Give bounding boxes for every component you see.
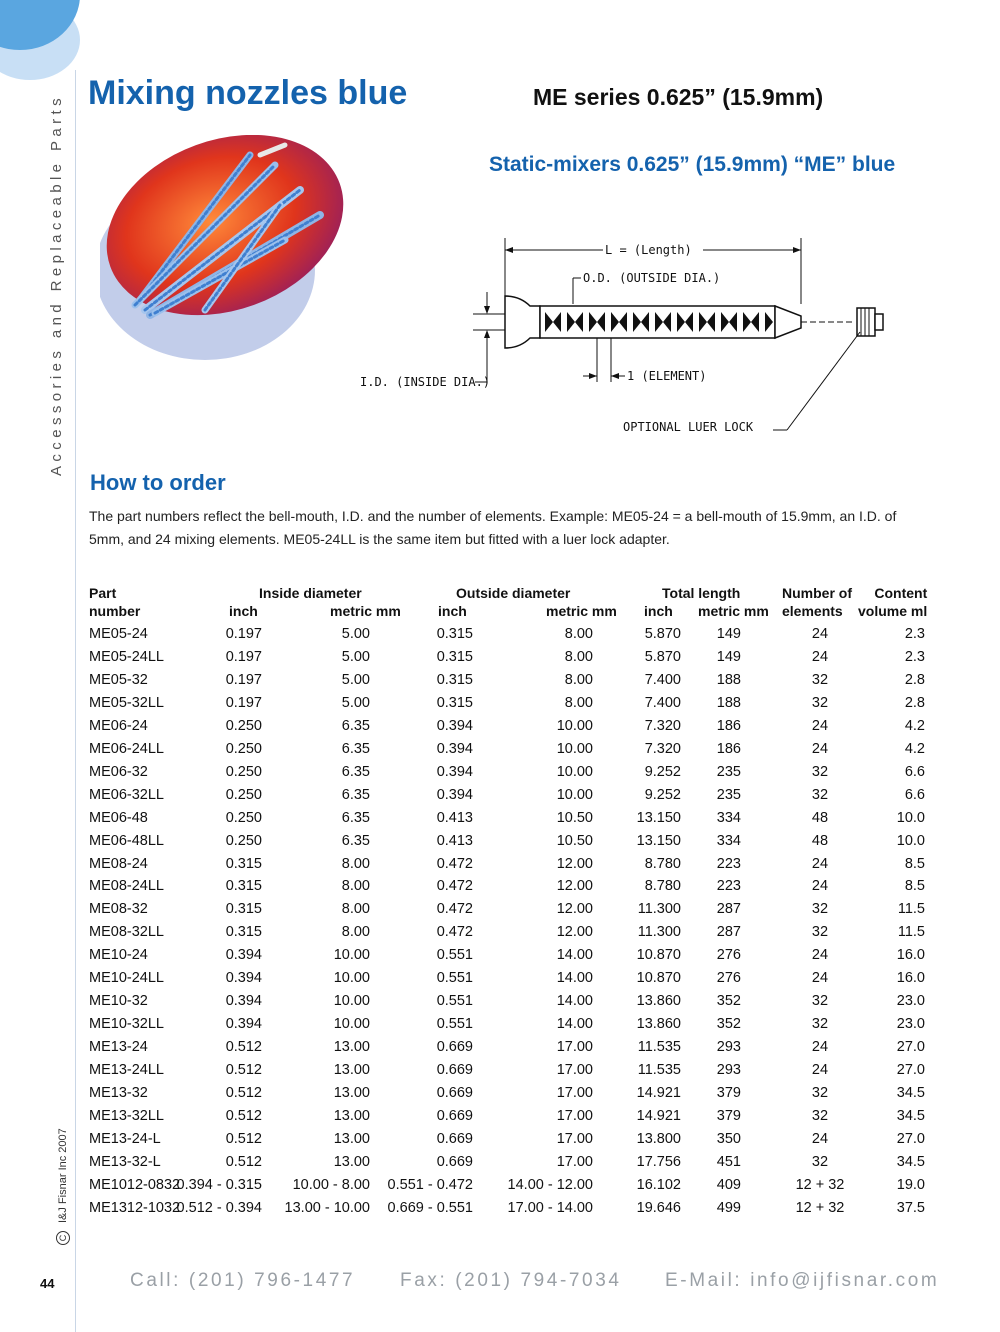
cell-elements: 32: [811, 901, 829, 918]
cell-length-mm: 188: [716, 694, 741, 711]
cell-id-mm: 13.00: [333, 1153, 370, 1170]
page-number: 44: [40, 1276, 55, 1291]
cell-volume: 8.5: [904, 878, 925, 895]
cell-elements: 32: [811, 1085, 829, 1101]
cell-id-mm: 13.00: [333, 1039, 370, 1056]
cell-id-mm: 5.00: [341, 626, 370, 642]
cell-id-inch: 0.250: [225, 763, 262, 780]
cell-elements: 48: [811, 809, 829, 826]
cell-length-mm: 149: [716, 648, 741, 665]
cell-od-mm: 14.00 - 12.00: [507, 1176, 593, 1193]
cell-volume: 8.5: [904, 855, 925, 872]
cell-part-number: ME13-24: [89, 1039, 148, 1056]
header-id-mm: metric mm: [330, 603, 401, 619]
cell-part-number: ME10-32: [89, 993, 148, 1010]
cell-id-mm: 8.00: [341, 878, 370, 895]
cell-od-inch: 0.551: [436, 1016, 473, 1033]
cell-id-mm: 13.00: [333, 1107, 370, 1124]
cell-id-inch: 0.394: [225, 970, 262, 987]
cell-id-inch: 0.250: [225, 740, 262, 757]
cell-volume: 37.5: [896, 1199, 925, 1216]
cell-od-mm: 14.00: [556, 1016, 593, 1033]
cell-length-inch: 7.400: [644, 671, 681, 688]
cell-length-mm: 188: [716, 671, 741, 688]
copyright-text: I&J Fisnar Inc 2007: [57, 1128, 69, 1223]
cell-od-mm: 17.00: [556, 1062, 593, 1079]
header-od-mm: metric mm: [546, 603, 617, 619]
cell-od-inch: 0.315: [436, 694, 473, 711]
product-subtitle: Static-mixers 0.625” (15.9mm) “ME” blue: [489, 153, 896, 176]
cell-id-mm: 5.00: [341, 648, 370, 665]
cell-part-number: ME13-32-L: [89, 1153, 161, 1170]
cell-id-inch: 0.512: [225, 1039, 262, 1056]
cell-length-mm: 276: [716, 970, 741, 987]
header-od-inch: inch: [438, 603, 467, 619]
cell-od-mm: 8.00: [564, 626, 593, 642]
cell-od-mm: 10.00: [556, 740, 593, 757]
cell-length-inch: 11.300: [637, 901, 681, 918]
cell-length-inch: 8.780: [644, 855, 681, 872]
cell-length-inch: 5.870: [644, 648, 681, 665]
cell-length-inch: 7.400: [644, 694, 681, 711]
cell-od-inch: 0.551 - 0.472: [387, 1176, 473, 1193]
header-tl-mm: metric mm: [698, 603, 769, 619]
cell-elements: 24: [811, 855, 829, 872]
cell-od-inch: 0.669: [436, 1130, 473, 1147]
cell-length-mm: 379: [716, 1107, 741, 1124]
header-total-length: Total length: [662, 585, 741, 601]
cell-part-number: ME13-24-L: [89, 1130, 161, 1147]
cell-od-inch: 0.315: [436, 671, 473, 688]
cell-length-mm: 186: [716, 717, 741, 734]
cell-od-mm: 12.00: [556, 878, 593, 895]
cell-id-inch: 0.512: [225, 1062, 262, 1079]
header-outside-diameter: Outside diameter: [456, 585, 571, 601]
cell-elements: 32: [811, 993, 829, 1010]
cell-od-inch: 0.669: [436, 1153, 473, 1170]
cell-elements: 12 + 32: [795, 1199, 845, 1216]
cell-volume: 2.8: [904, 671, 925, 688]
cell-volume: 4.2: [904, 717, 925, 734]
footer-email: E-Mail: info@ijfisnar.com: [665, 1270, 940, 1291]
cell-volume: 2.8: [904, 694, 925, 711]
cell-part-number: ME13-24LL: [89, 1062, 164, 1079]
header-part: Part number: [89, 585, 141, 619]
cell-volume: 4.2: [904, 740, 925, 757]
cell-volume: 6.6: [904, 763, 925, 780]
header-volume: Content volume ml: [858, 585, 928, 619]
cell-volume: 27.0: [896, 1039, 925, 1056]
luer-lock-label: OPTIONAL LUER LOCK: [623, 420, 754, 434]
cell-id-mm: 5.00: [341, 694, 370, 711]
cell-id-mm: 10.00: [333, 1016, 370, 1033]
cell-volume: 34.5: [896, 1085, 925, 1101]
cell-part-number: ME1312-1032: [89, 1199, 181, 1216]
cell-length-mm: 186: [716, 740, 741, 757]
cell-od-inch: 0.669: [436, 1039, 473, 1056]
cell-length-inch: 9.252: [644, 786, 681, 803]
cell-volume: 27.0: [896, 1062, 925, 1079]
cell-length-inch: 14.921: [636, 1107, 681, 1124]
cell-length-mm: 223: [716, 878, 741, 895]
cell-id-inch: 0.512 - 0.394: [176, 1199, 262, 1216]
cell-od-inch: 0.472: [436, 855, 473, 872]
cell-od-inch: 0.315: [436, 626, 473, 642]
cell-od-inch: 0.551: [436, 993, 473, 1010]
cell-id-mm: 10.00: [333, 993, 370, 1010]
cell-id-inch: 0.197: [225, 694, 262, 711]
cell-length-inch: 16.102: [636, 1176, 681, 1193]
cell-id-inch: 0.197: [225, 626, 262, 642]
cell-volume: 23.0: [896, 993, 925, 1010]
cell-elements: 24: [811, 970, 829, 987]
side-label: Accessories and Replaceable Parts: [48, 94, 65, 476]
cell-od-inch: 0.413: [436, 832, 473, 849]
cell-length-mm: 352: [716, 993, 741, 1010]
product-photo: [100, 135, 350, 365]
cell-od-mm: 14.00: [556, 970, 593, 987]
cell-part-number: ME06-24: [89, 717, 148, 734]
cell-length-inch: 11.535: [637, 1039, 681, 1056]
cell-length-inch: 7.320: [644, 740, 681, 757]
cell-length-inch: 13.800: [636, 1130, 681, 1147]
cell-elements: 32: [811, 924, 829, 941]
cell-length-mm: 276: [716, 947, 741, 964]
cell-id-mm: 13.00 - 10.00: [284, 1199, 370, 1216]
cell-length-inch: 13.860: [636, 1016, 681, 1033]
cell-id-mm: 5.00: [341, 671, 370, 688]
cell-id-inch: 0.512: [225, 1085, 262, 1101]
header-tl-inch: inch: [644, 603, 673, 619]
cell-part-number: ME13-32: [89, 1085, 148, 1101]
cell-length-inch: 7.320: [644, 717, 681, 734]
cell-part-number: ME06-32: [89, 763, 148, 780]
cell-id-inch: 0.250: [225, 832, 262, 849]
cell-length-mm: 409: [716, 1176, 741, 1193]
cell-id-inch: 0.394: [225, 947, 262, 964]
cell-id-mm: 6.35: [341, 809, 370, 826]
cell-od-inch: 0.551: [436, 947, 473, 964]
cell-id-mm: 10.00 - 8.00: [292, 1176, 370, 1193]
cell-id-inch: 0.394 - 0.315: [176, 1176, 262, 1193]
cell-elements: 32: [811, 763, 829, 780]
cell-volume: 2.3: [904, 626, 925, 642]
cell-volume: 6.6: [904, 786, 925, 803]
cell-part-number: ME10-32LL: [89, 1016, 164, 1033]
cell-id-mm: 10.00: [333, 947, 370, 964]
cell-id-inch: 0.394: [225, 993, 262, 1010]
cell-od-mm: 17.00 - 14.00: [507, 1199, 593, 1216]
cell-volume: 34.5: [896, 1153, 925, 1170]
cell-id-inch: 0.250: [225, 809, 262, 826]
cell-od-mm: 17.00: [556, 1039, 593, 1056]
cell-od-inch: 0.394: [436, 740, 473, 757]
cell-length-mm: 352: [716, 1016, 741, 1033]
header-inside-diameter: Inside diameter: [259, 585, 362, 601]
cell-id-inch: 0.315: [225, 855, 262, 872]
cell-length-mm: 334: [716, 832, 741, 849]
how-to-order-heading: How to order: [90, 470, 226, 495]
cell-part-number: ME08-32: [89, 901, 148, 918]
cell-elements: 24: [811, 626, 829, 642]
cell-part-number: ME08-32LL: [89, 924, 164, 941]
cell-volume: 19.0: [896, 1176, 925, 1193]
cell-length-inch: 13.150: [636, 809, 681, 826]
cell-od-mm: 12.00: [556, 924, 593, 941]
cell-part-number: ME05-24: [89, 626, 148, 642]
cell-elements: 32: [811, 1153, 829, 1170]
cell-id-mm: 6.35: [341, 717, 370, 734]
cell-volume: 16.0: [896, 947, 925, 964]
cell-part-number: ME05-24LL: [89, 648, 164, 665]
cell-part-number: ME10-24LL: [89, 970, 164, 987]
cell-elements: 32: [811, 1107, 829, 1124]
cell-length-mm: 451: [716, 1153, 741, 1170]
cell-od-mm: 8.00: [564, 671, 593, 688]
footer-phone: Call: (201) 796-1477: [130, 1270, 356, 1291]
cell-id-inch: 0.250: [225, 786, 262, 803]
cell-od-inch: 0.669: [436, 1085, 473, 1101]
cell-elements: 32: [811, 694, 829, 711]
cell-elements: 32: [811, 786, 829, 803]
cell-volume: 10.0: [896, 809, 925, 826]
cell-id-mm: 6.35: [341, 832, 370, 849]
cell-length-inch: 5.870: [644, 626, 681, 642]
copyright: [56, 1128, 70, 1245]
cell-length-inch: 9.252: [644, 763, 681, 780]
cell-length-mm: 293: [716, 1039, 741, 1056]
cell-part-number: ME10-24: [89, 947, 148, 964]
element-label: 1 (ELEMENT): [627, 369, 707, 383]
cell-part-number: ME13-32LL: [89, 1107, 164, 1124]
cell-od-mm: 8.00: [564, 648, 593, 665]
cell-length-mm: 287: [716, 924, 741, 941]
cell-volume: 34.5: [896, 1107, 925, 1124]
cell-volume: 11.5: [897, 901, 925, 918]
cell-od-inch: 0.394: [436, 717, 473, 734]
cell-od-mm: 10.00: [556, 786, 593, 803]
cell-length-inch: 11.300: [637, 924, 681, 941]
cell-od-inch: 0.413: [436, 809, 473, 826]
margin-rule: [75, 70, 76, 1332]
series-title: ME series 0.625” (15.9mm): [533, 84, 824, 110]
cell-od-mm: 10.00: [556, 763, 593, 780]
how-to-order-text: The part numbers reflect the bell-mouth, I.D. and the number of elements. Example: ME05-24 = a bell-mouth of 15.9mm, an I.D. of 5mm, and 24 mixing elements. ME05-24LL is the same item but fitted with a luer lock adapter.: [89, 508, 897, 547]
page-title: Mixing nozzles blue: [88, 74, 408, 112]
cell-length-mm: 293: [716, 1062, 741, 1079]
cell-od-mm: 10.00: [556, 717, 593, 734]
cell-id-mm: 8.00: [341, 855, 370, 872]
cell-od-mm: 14.00: [556, 993, 593, 1010]
cell-part-number: ME06-32LL: [89, 786, 164, 803]
cell-part-number: ME06-24LL: [89, 740, 164, 757]
cell-volume: 2.3: [904, 648, 925, 665]
cell-id-mm: 6.35: [341, 740, 370, 757]
cell-length-inch: 17.756: [636, 1153, 681, 1170]
cell-length-mm: 223: [716, 855, 741, 872]
cell-elements: 24: [811, 1062, 829, 1079]
cell-part-number: ME1012-0832: [89, 1176, 181, 1193]
cell-od-mm: 17.00: [556, 1130, 593, 1147]
cell-od-inch: 0.472: [436, 878, 473, 895]
cell-id-inch: 0.512: [225, 1130, 262, 1147]
cell-id-inch: 0.315: [225, 924, 262, 941]
cell-id-mm: 8.00: [341, 901, 370, 918]
cell-od-mm: 17.00: [556, 1085, 593, 1101]
cell-part-number: ME08-24: [89, 855, 148, 872]
footer-fax: Fax: (201) 794-7034: [400, 1270, 622, 1291]
cell-od-inch: 0.394: [436, 786, 473, 803]
corner-decoration: [0, 0, 80, 50]
header-elements: Number of elements: [782, 585, 852, 619]
cell-volume: 16.0: [896, 970, 925, 987]
cell-part-number: ME06-48LL: [89, 832, 164, 849]
cell-elements: 24: [811, 1130, 829, 1147]
cell-length-mm: 235: [716, 763, 741, 780]
cell-elements: 32: [811, 1016, 829, 1033]
copyright-icon: C: [56, 1231, 70, 1245]
cell-id-mm: 6.35: [341, 786, 370, 803]
cell-od-mm: 10.50: [556, 809, 593, 826]
cell-elements: 12 + 32: [795, 1176, 845, 1193]
cell-id-inch: 0.315: [225, 901, 262, 918]
cell-elements: 32: [811, 671, 829, 688]
nozzle-diagram: [355, 232, 915, 442]
cell-od-mm: 12.00: [556, 855, 593, 872]
cell-elements: 48: [811, 832, 829, 849]
cell-length-mm: 499: [716, 1199, 741, 1216]
cell-length-mm: 287: [716, 901, 741, 918]
cell-length-inch: 10.870: [636, 947, 681, 964]
inside-dia-label: I.D. (INSIDE DIA.): [360, 375, 491, 389]
cell-length-inch: 8.780: [644, 878, 681, 895]
cell-length-mm: 149: [716, 626, 741, 642]
outside-dia-label: O.D. (OUTSIDE DIA.): [583, 271, 721, 285]
cell-id-inch: 0.315: [225, 878, 262, 895]
cell-length-inch: 11.535: [637, 1062, 681, 1079]
cell-part-number: ME05-32: [89, 671, 148, 688]
header-id-inch: inch: [229, 603, 258, 619]
cell-od-mm: 14.00: [556, 947, 593, 964]
cell-length-inch: 13.860: [636, 993, 681, 1010]
cell-id-mm: 13.00: [333, 1085, 370, 1101]
cell-elements: 24: [811, 740, 829, 757]
cell-od-inch: 0.669: [436, 1062, 473, 1079]
cell-od-inch: 0.394: [436, 763, 473, 780]
cell-od-inch: 0.669: [436, 1107, 473, 1124]
cell-length-inch: 19.646: [636, 1199, 681, 1216]
cell-id-mm: 13.00: [333, 1062, 370, 1079]
cell-id-mm: 6.35: [341, 763, 370, 780]
cell-id-mm: 13.00: [333, 1130, 370, 1147]
cell-id-mm: 8.00: [341, 924, 370, 941]
cell-length-inch: 10.870: [636, 970, 681, 987]
cell-id-inch: 0.394: [225, 1016, 262, 1033]
cell-elements: 24: [811, 1039, 829, 1056]
cell-volume: 11.5: [897, 924, 925, 941]
cell-length-mm: 235: [716, 786, 741, 803]
cell-id-mm: 10.00: [333, 970, 370, 987]
cell-id-inch: 0.197: [225, 648, 262, 665]
cell-id-inch: 0.250: [225, 717, 262, 734]
cell-od-mm: 17.00: [556, 1153, 593, 1170]
cell-od-mm: 8.00: [564, 694, 593, 711]
cell-length-mm: 379: [716, 1085, 741, 1101]
cell-length-inch: 14.921: [636, 1085, 681, 1101]
cell-volume: 10.0: [896, 832, 925, 849]
cell-length-mm: 334: [716, 809, 741, 826]
cell-od-inch: 0.669 - 0.551: [387, 1199, 473, 1216]
cell-length-inch: 13.150: [636, 832, 681, 849]
cell-od-inch: 0.472: [436, 924, 473, 941]
cell-id-inch: 0.197: [225, 671, 262, 688]
cell-volume: 23.0: [896, 1016, 925, 1033]
cell-od-mm: 17.00: [556, 1107, 593, 1124]
cell-elements: 24: [811, 648, 829, 665]
cell-volume: 27.0: [896, 1130, 925, 1147]
cell-id-inch: 0.512: [225, 1153, 262, 1170]
cell-od-inch: 0.551: [436, 970, 473, 987]
cell-part-number: ME06-48: [89, 809, 148, 826]
cell-elements: 24: [811, 717, 829, 734]
cell-elements: 24: [811, 947, 829, 964]
cell-od-inch: 0.472: [436, 901, 473, 918]
cell-elements: 24: [811, 878, 829, 895]
cell-od-mm: 10.50: [556, 832, 593, 849]
cell-od-mm: 12.00: [556, 901, 593, 918]
cell-length-mm: 350: [716, 1130, 741, 1147]
cell-part-number: ME08-24LL: [89, 878, 164, 895]
cell-part-number: ME05-32LL: [89, 694, 164, 711]
cell-od-inch: 0.315: [436, 648, 473, 665]
length-label: L = (Length): [605, 243, 692, 257]
cell-id-inch: 0.512: [225, 1107, 262, 1124]
